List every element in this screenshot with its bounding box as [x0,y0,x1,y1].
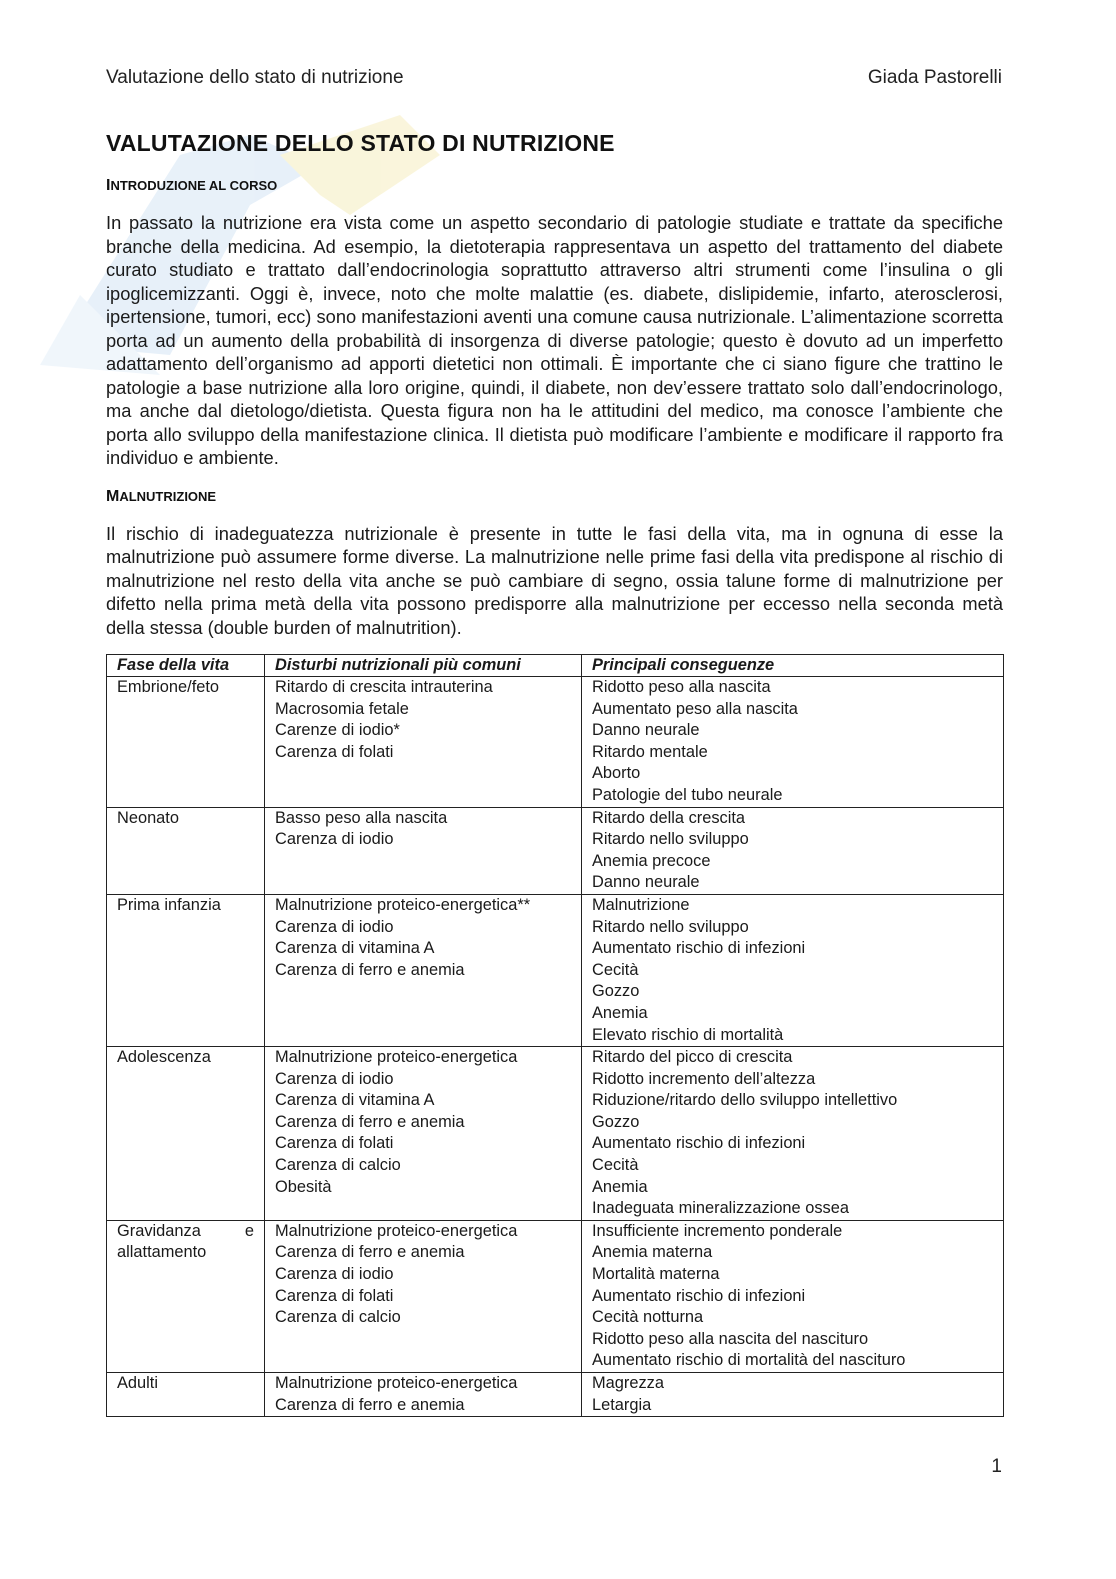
cell-line: Carenza di vitamina A [275,1091,435,1110]
cell-line: Aumentato rischio di infezioni [592,939,806,958]
cell-line: Malnutrizione proteico-energetica [275,1048,518,1067]
phase-line [117,1221,254,1243]
cell-line: Carenza di folati [275,742,394,761]
cell-line: Carenza di calcio [275,1156,401,1175]
table-row [107,807,1004,894]
disorders-cell [265,1047,582,1221]
cell-line: Ritardo del picco di crescita [592,1048,793,1067]
table-row [107,677,1004,808]
heading-initial: M [106,487,120,505]
heading-rest: NTRODUZIONE AL CORSO [110,178,278,193]
table-row [107,894,1004,1046]
cell-line: Malnutrizione proteico-energetica [275,1221,518,1240]
header-author: Giada Pastorelli [867,67,1002,88]
document-title: VALUTAZIONE DELLO STATO DI NUTRIZIONE [106,130,615,156]
disorders-cell [265,894,582,1046]
cell-line: Malnutrizione [592,895,690,914]
cell-line: Ridotto incremento dell’altezza [592,1069,816,1088]
consequences-cell [582,807,1004,894]
cell-line: Carenza di vitamina A [275,939,435,958]
table-row [107,1373,1004,1417]
cell-line: Aumentato rischio di mortalità del nascituro [592,1351,906,1370]
cell-line: Danno neurale [592,873,700,892]
header-title: Valutazione dello stato di nutrizione [106,67,404,88]
cell-line: Malnutrizione proteico-energetica [275,1374,518,1392]
disorders-cell [265,807,582,894]
consequences-cell [582,894,1004,1046]
cell-line: Cecità [592,1156,639,1175]
consequences-cell [582,677,1004,808]
cell-line: Carenza di ferro e anemia [275,1243,465,1262]
phase-cell [107,1373,265,1417]
phase-cell [107,1220,265,1372]
heading-initial: I [106,177,111,194]
column-header: Fase della vita [107,655,265,677]
section-heading-malnutrizione [106,488,1003,506]
disorders-cell [265,1220,582,1372]
cell-line: Carenza di iodio [275,1265,394,1284]
cell-line: Carenza di ferro e anemia [275,960,465,979]
cell-line: Elevato rischio di mortalità [592,1025,784,1044]
page-number: 1 [991,1456,1002,1477]
cell-line: Carenza di iodio [275,1069,394,1088]
cell-text: Prima infanzia [117,895,221,914]
cell-line: Magrezza [592,1374,664,1392]
cell-line: Anemia materna [592,1243,713,1262]
cell-line: Insufficiente incremento ponderale [592,1221,843,1240]
phase-cell [107,807,265,894]
cell-line: Ridotto peso alla nascita del nascituro [592,1329,869,1348]
nutrition-table [106,654,1004,1417]
cell-line: Ritardo nello sviluppo [592,830,749,849]
cell-line: Carenze di iodio* [275,721,400,740]
cell-line: Basso peso alla nascita [275,808,448,827]
section-heading-introduzione [106,177,1003,195]
cell-line: Riduzione/ritardo dello sviluppo intellettivo [592,1091,898,1110]
cell-line: Gozzo [592,1112,640,1131]
cell-line: Obesità [275,1177,332,1196]
cell-line: Ridotto peso alla nascita [592,678,771,696]
disorders-cell [265,677,582,808]
phase-line: allattamento [117,1243,207,1262]
cell-line: Letargia [592,1395,652,1414]
cell-line: Danno neurale [592,721,700,740]
cell-line: Carenza di iodio [275,830,394,849]
cell-line: Ritardo mentale [592,742,708,761]
cell-line: Anemia [592,1003,648,1022]
cell-text: Embrione/feto [117,678,220,696]
cell-line: Patologie del tubo neurale [592,785,783,804]
page-content [106,130,1003,1417]
cell-line: Malnutrizione proteico-energetica** [275,895,531,914]
disorders-cell [265,1373,582,1417]
cell-line: Aumentato rischio di infezioni [592,1286,806,1305]
table-header-row [107,655,1004,677]
cell-line: Carenza di iodio [275,917,394,936]
malnutrition-paragraph: Il rischio di inadeguatezza nutrizionale è presente in tutte le fasi della vita, ma in ognuna di esse la malnutrizione può assumere forme diverse. La malnutrizione nelle prime fasi della vita predispone al rischio di malnutrizione nel resto della vita anche se può cambiare di segno, ossia talune forme di malnutrizione per difetto nella prima metà della vita possono predisporre alla malnutrizione per eccesso nella seconda metà della stessa (double burden of malnutrition). [106,522,1003,638]
cell-line: Carenza di ferro e anemia [275,1395,465,1414]
cell-line: Aborto [592,764,641,783]
cell-line: Carenza di folati [275,1134,394,1153]
cell-line: Carenza di calcio [275,1308,401,1327]
cell-text: Neonato [117,808,179,827]
cell-line: Macrosomia fetale [275,699,409,718]
cell-line: Ritardo nello sviluppo [592,917,749,936]
cell-line: Cecità [592,960,639,979]
cell-line: Carenza di ferro e anemia [275,1112,465,1131]
cell-text: Adolescenza [117,1048,211,1067]
heading-rest: ALNUTRIZIONE [119,488,217,504]
column-header: Principali conseguenze [582,655,1004,677]
phase-cell [107,677,265,808]
cell-line: Ritardo di crescita intrauterina [275,678,493,696]
cell-line: Aumentato rischio di infezioni [592,1134,806,1153]
table-row [107,1220,1004,1372]
phase-word: e [244,1221,254,1240]
consequences-cell [582,1220,1004,1372]
cell-line: Carenza di folati [275,1286,394,1305]
consequences-cell [582,1373,1004,1417]
cell-line: Mortalità materna [592,1265,720,1284]
cell-text: Adulti [117,1374,159,1392]
page-header [106,67,1002,89]
phase-cell [107,894,265,1046]
column-header: Disturbi nutrizionali più comuni [265,655,582,677]
table-row [107,1047,1004,1221]
intro-paragraph: In passato la nutrizione era vista come un aspetto secondario di patologie studiate e trattate da specifiche branche della medicina. Ad esempio, la dietoterapia rappresentava un aspetto del trattamento del diabete curato studiato e trattato dall’endocrinologia soprattutto attraverso altri strumenti come l’insulina o gli ipoglicemizzanti. Oggi è, invece, noto che molte malattie (es. diabete, dislipidemie, infarto, aterosclerosi, ipertensione, tumori, ecc) sono manifestazioni aventi una comune causa nutrizionale. L’alimentazione scorretta porta ad un aumento della probabilità di insorgenza di diverse patologie; questo è dovuto ad un imperfetto adattamento dell’organismo ad apporti dietetici non ottimali. È importante che ci siano figure che trattino le patologie a base nutrizione alla loro origine, quindi, il diabete, non dev’essere trattato solo dall’endocrinologo, ma anche dal dietologo/dietista. Questa figura non ha le attitudini del medico, ma conosce l’ambiente che porta allo sviluppo della manifestazione clinica. Il dietista può modificare l’ambiente e modificare il rapporto fra individuo e ambiente. [106,212,1003,468]
phase-cell [107,1047,265,1221]
cell-line: Aumentato peso alla nascita [592,699,798,718]
cell-line: Cecità notturna [592,1308,704,1327]
cell-line: Anemia [592,1177,648,1196]
cell-line: Anemia precoce [592,851,711,870]
cell-line: Gozzo [592,982,640,1001]
consequences-cell [582,1047,1004,1221]
phase-word: Gravidanza [117,1221,201,1240]
cell-line: Ritardo della crescita [592,808,746,827]
cell-line: Inadeguata mineralizzazione ossea [592,1199,849,1218]
